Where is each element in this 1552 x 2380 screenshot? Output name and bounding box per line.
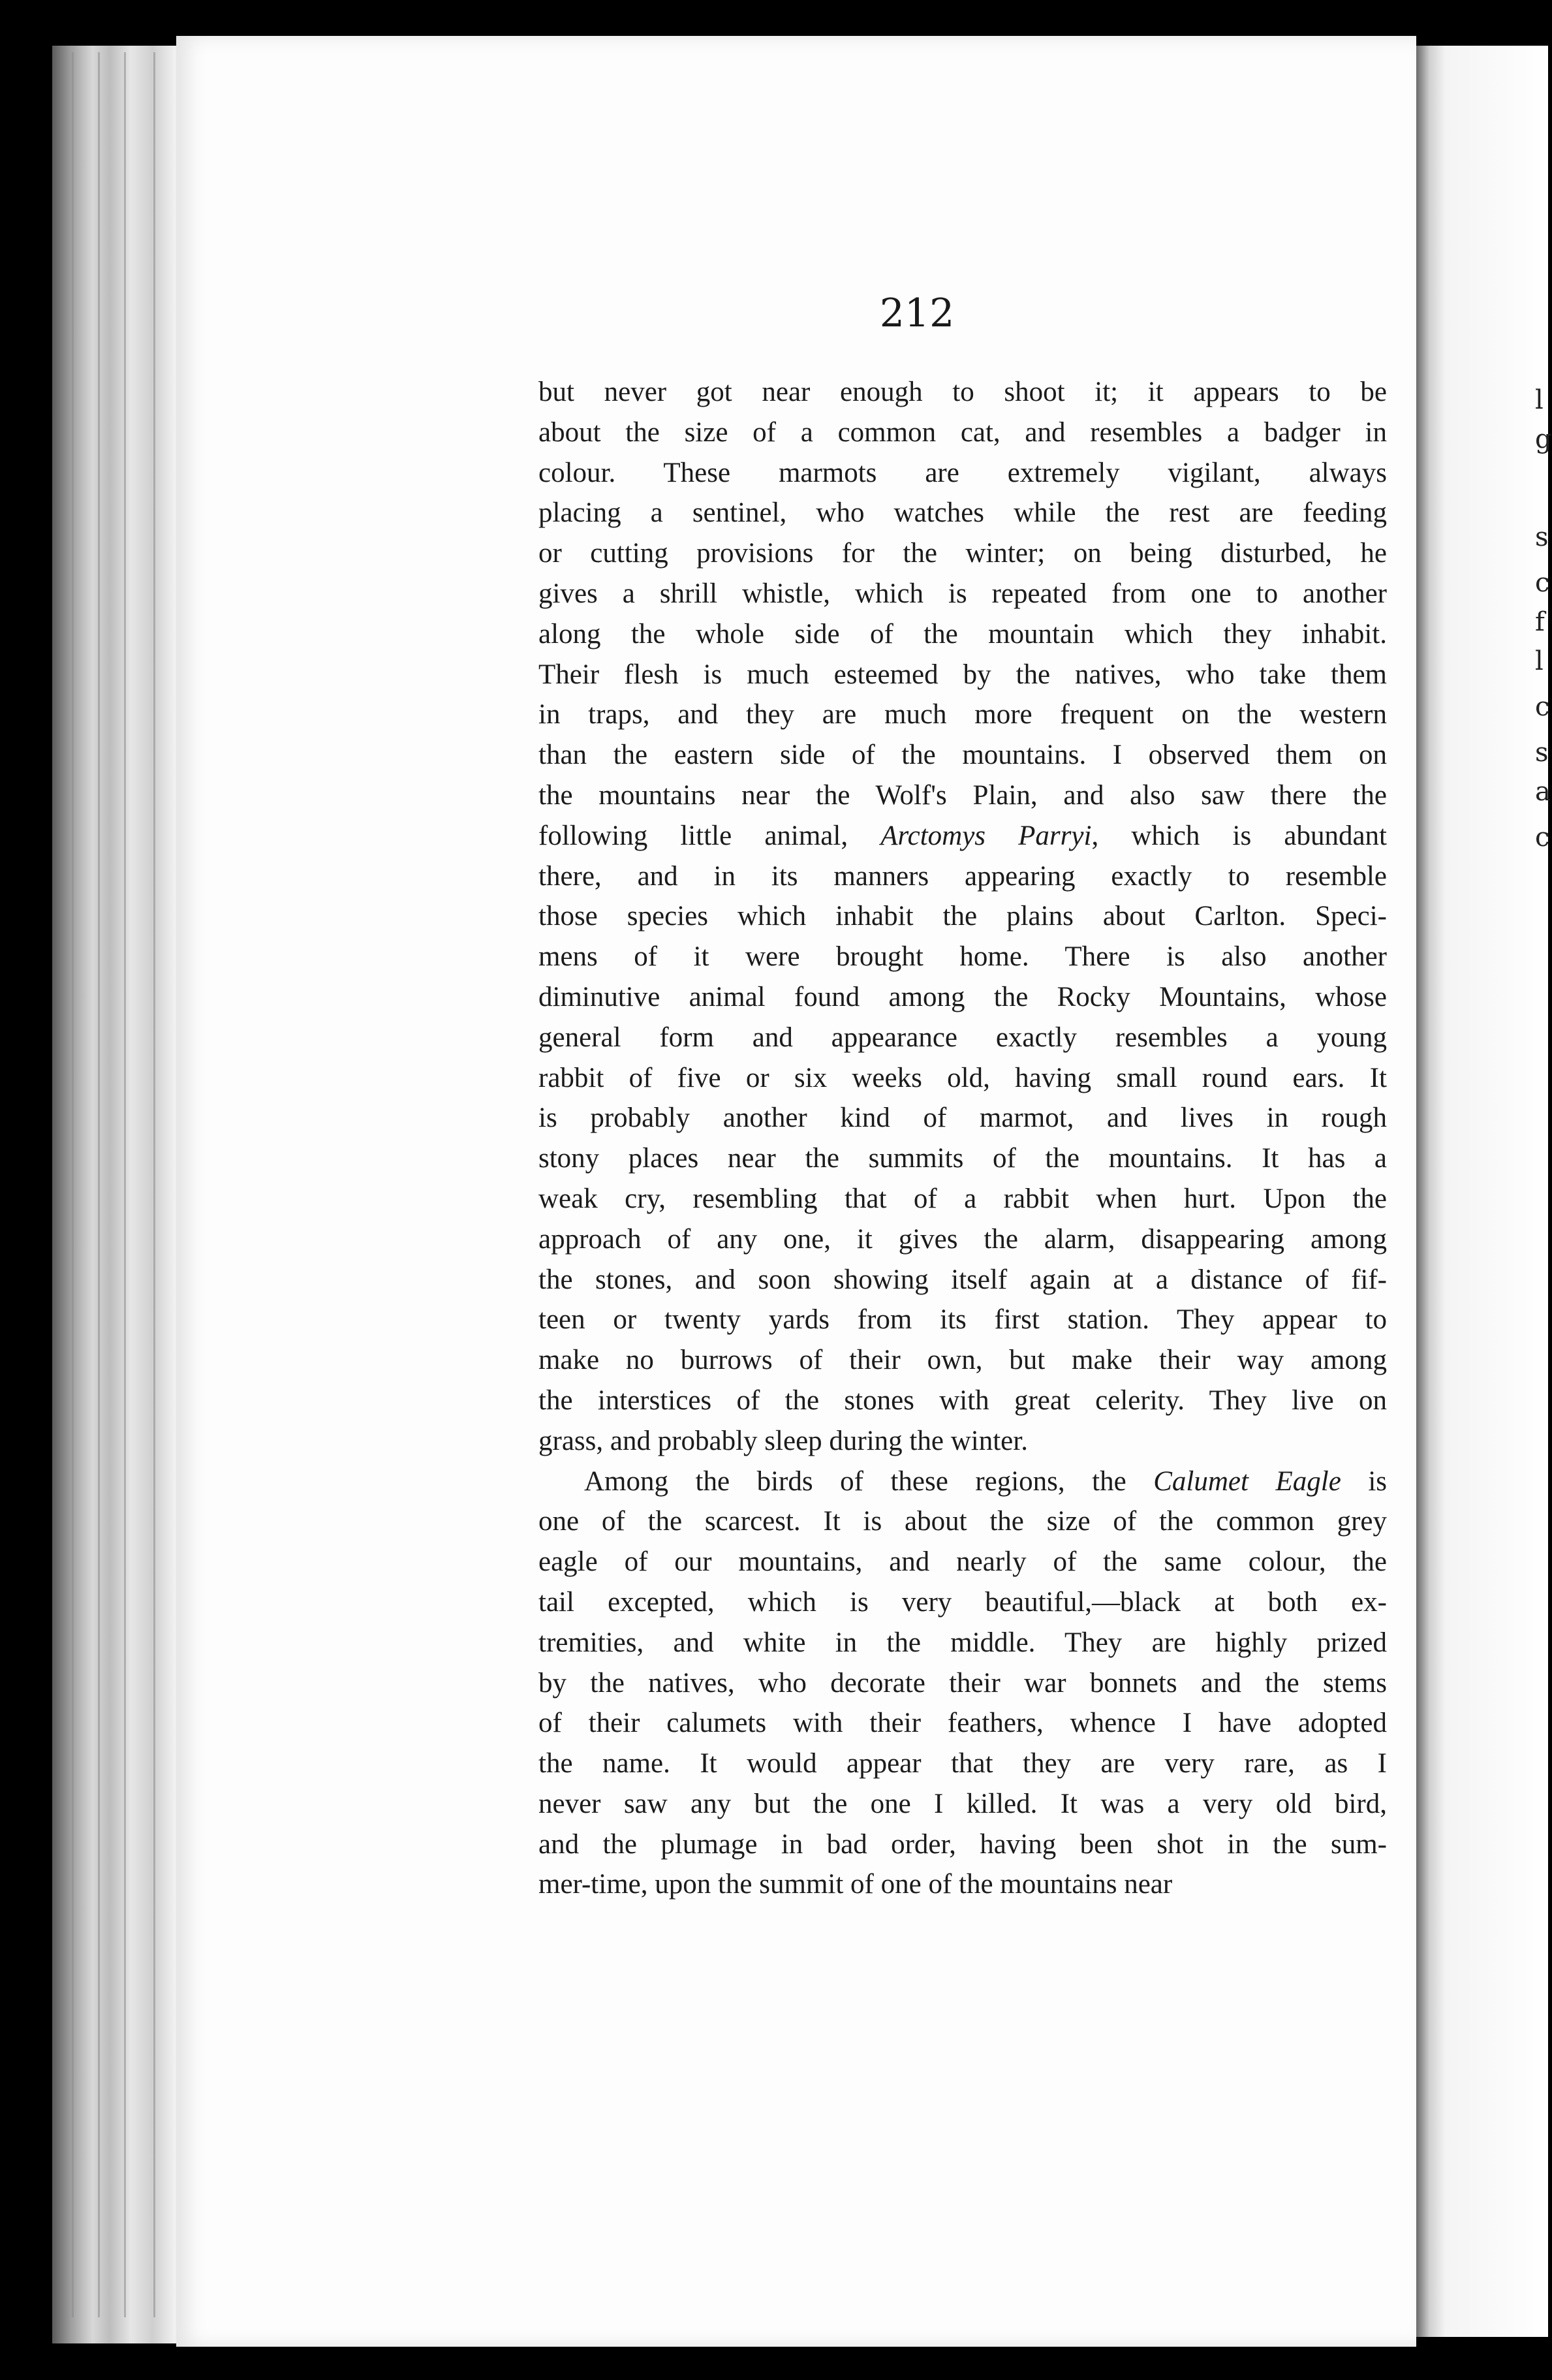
page-edge-line	[153, 52, 155, 2317]
text-line: following little animal, Arctomys Parryi, which is abundant	[538, 820, 1387, 851]
text-line: placing a sentinel, who watches while the rest are feeding	[538, 497, 1387, 529]
facing-page-letter: g	[1535, 424, 1552, 454]
text-line: tremities, and white in the middle. They are highly prized	[538, 1627, 1387, 1658]
text-line: grass, and probably sleep during the winter.	[538, 1425, 1028, 1456]
text-line: gives a shrill whistle, which is repeated from one to another	[538, 578, 1387, 609]
text-line: make no burrows of their own, but make their way among	[538, 1345, 1387, 1376]
text-line: there, and in its manners appearing exactly to resemble	[538, 860, 1387, 892]
text-line: along the whole side of the mountain which they inhabit.	[538, 618, 1387, 650]
facing-page-letter: c	[1535, 822, 1550, 853]
text-line: diminutive animal found among the Rocky Mountains, whose	[538, 981, 1387, 1012]
text-line: those species which inhabit the plains about Carlton. Speci-	[538, 901, 1387, 932]
facing-page-letter: f	[1535, 607, 1545, 637]
text-line: weak cry, resembling that of a rabbit when hurt. Upon the	[538, 1183, 1387, 1214]
text-line: in traps, and they are much more frequent on the western	[538, 699, 1387, 730]
text-line: but never got near enough to shoot it; it appears to be	[538, 377, 1387, 407]
facing-page-letter: a	[1535, 777, 1551, 807]
text-line: eagle of our mountains, and nearly of the same colour, the	[538, 1546, 1387, 1578]
facing-page-letter: c	[1535, 692, 1550, 722]
page-edge-line	[98, 52, 100, 2317]
facing-page	[1416, 46, 1548, 2337]
facing-page-letter: s	[1535, 522, 1549, 552]
text-line: by the natives, who decorate their war bonnets and the stems	[538, 1667, 1387, 1699]
text-line: mens of it were brought home. There is also another	[538, 941, 1387, 973]
text-line: teen or twenty yards from its first station. They appear to	[538, 1304, 1387, 1336]
text-line: stony places near the summits of the mountains. It has a	[538, 1143, 1387, 1174]
page-edge-line	[72, 52, 74, 2317]
text-line: never saw any but the one I killed. It was a very old bird,	[538, 1788, 1387, 1819]
facing-page-letter: c	[1535, 568, 1550, 598]
text-line: rabbit of five or six weeks old, having small round ears. It	[538, 1062, 1387, 1093]
text-line: approach of any one, it gives the alarm, disappearing among	[538, 1223, 1387, 1255]
page-number: 212	[879, 290, 955, 336]
text-line: about the size of a common cat, and resembles a badger in	[538, 416, 1387, 448]
text-line: Among the birds of these regions, the Calumet Eagle is	[584, 1465, 1388, 1497]
text-line: and the plumage in bad order, having been shot in the sum-	[538, 1828, 1387, 1860]
paragraph	[538, 1462, 1387, 1905]
text-line: Their flesh is much esteemed by the natives, who take them	[538, 659, 1387, 690]
facing-page-letter: l	[1535, 646, 1544, 676]
text-line: tail excepted, which is very beautiful,—black at both ex-	[538, 1586, 1387, 1618]
text-line: the name. It would appear that they are very rare, as I	[538, 1748, 1387, 1779]
text-line: one of the scarcest. It is about the size of the common grey	[538, 1506, 1387, 1537]
text-line: than the eastern side of the mountains. I observed them on	[538, 740, 1387, 771]
text-line: is probably another kind of marmot, and lives in rough	[538, 1103, 1387, 1134]
text-line: the interstices of the stones with great celerity. They live on	[538, 1385, 1387, 1416]
text-line: of their calumets with their feathers, whence I have adopted	[538, 1708, 1387, 1739]
page-edge-line	[124, 52, 126, 2317]
text-line: or cutting provisions for the winter; on being disturbed, he	[538, 538, 1387, 569]
facing-page-letter: s	[1535, 738, 1549, 768]
text-line: the stones, and soon showing itself again at a distance of fif-	[538, 1264, 1387, 1295]
facing-page-letter: l	[1535, 385, 1544, 415]
body-text	[538, 372, 1387, 1905]
text-line: colour. These marmots are extremely vigilant, always	[538, 457, 1387, 488]
text-line: the mountains near the Wolf's Plain, and also saw there the	[538, 779, 1387, 811]
text-line: mer-time, upon the summit of one of the mountains near	[538, 1869, 1173, 1900]
text-line: general form and appearance exactly resembles a young	[538, 1022, 1387, 1053]
paragraph	[538, 372, 1387, 1462]
